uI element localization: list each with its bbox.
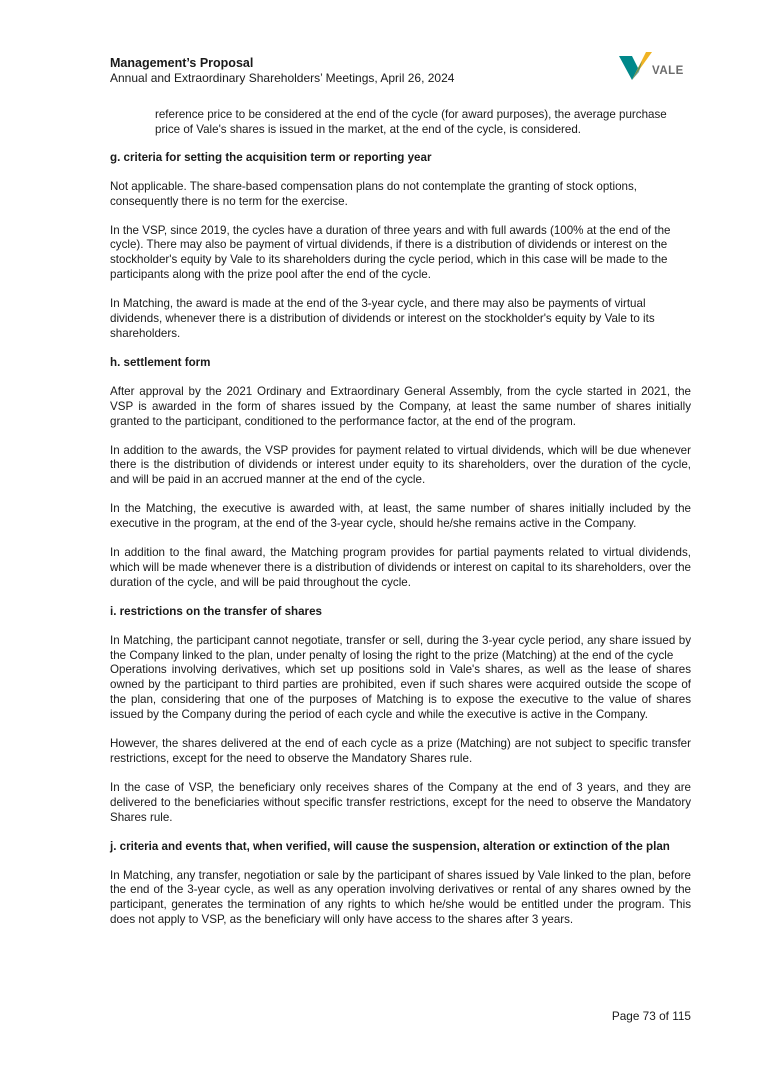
section-h-heading: h. settlement form: [110, 355, 211, 369]
reference-price-paragraph: reference price to be considered at the end of the cycle (for award purposes), the average purchase price of Vale's shares is issued in the market, at the end of the cycle, is considered.: [155, 108, 667, 136]
section-i-paragraph-3: However, the shares delivered at the end of each cycle as a prize (Matching) are not subject to specific transfer restrictions, except for the need to observe the Mandatory Shares rule.: [110, 737, 691, 765]
section-g-paragraph-2: In the VSP, since 2019, the cycles have a duration of three years and with full awards (100% at the end of the cycle). There may also be payment of virtual dividends, if there is a distribution of dividends or interest on the stockholder's equity by Vale to its shareholders during the cycle period, which in this case will be made to the participants along with the prize pool after the end of the cycle.: [110, 223, 671, 282]
section-i-paragraph-2: Operations involving derivatives, which set up positions sold in Vale's shares, as well as the lease of shares owned by the participant to third parties are prohibited, even if such shares were acquired outside the scope of the plan, considering that one of the purposes of Matching is to expose the executive to the value of shares issued by the Company during the period of each cycle and while the executive is active in the Company.: [110, 663, 691, 722]
header-title: Management’s Proposal: [110, 56, 254, 70]
page-content: [110, 108, 691, 928]
section-i-paragraph-1: In Matching, the participant cannot negotiate, transfer or sell, during the 3-year cycle period, any share issued by the Company linked to the plan, under penalty of losing the right to the prize (Matching) at the end of the cycle: [110, 633, 691, 662]
section-i-heading: i. restrictions on the transfer of shares: [110, 604, 322, 618]
section-h-paragraph-4: In addition to the final award, the Matching program provides for partial payments related to virtual dividends, which will be made whenever there is a distribution of dividends or interest on capital to its shareholders, over the duration of the cycle, and will be paid throughout the cycle.: [110, 546, 691, 589]
vale-logo: [619, 52, 689, 86]
logo-text: VALE: [652, 65, 684, 77]
section-h-paragraph-2: In addition to the awards, the VSP provides for payment related to virtual dividends, which will be due whenever there is the distribution of dividends or interest under equity to its shareholders, over the duration of the cycle, and will be paid in an accrued manner at the end of the cycle.: [110, 443, 691, 487]
section-h-paragraph-1: After approval by the 2021 Ordinary and Extraordinary General Assembly, from the cycle started in 2021, the VSP is awarded in the form of shares issued by the Company, at least the same number of shares initially granted to the participant, conditioned to the performance factor, at the end of the program.: [110, 384, 691, 428]
header-subtitle: Annual and Extraordinary Shareholders’ Meetings, April 26, 2024: [110, 71, 455, 85]
vale-v-logo-icon: [619, 52, 653, 82]
section-j-paragraph-1: In Matching, any transfer, negotiation or sale by the participant of shares issued by Vale linked to the plan, before the end of the 3-year cycle, as well as any operation involving derivatives or rental of any shares owned by the participant, generates the termination of any rights to which he/she would be entitled under the program. This does not apply to VSP, as the beneficiary will only have access to the shares after 3 years.: [110, 868, 691, 927]
page-header: [110, 56, 530, 86]
section-g-paragraph-1: Not applicable. The share-based compensation plans do not contemplate the granting of stock options, consequently there is no term for the exercise.: [110, 179, 637, 208]
section-j-heading: j. criteria and events that, when verified, will cause the suspension, alteration or extinction of the plan: [110, 839, 670, 853]
section-g-paragraph-3: In Matching, the award is made at the end of the 3-year cycle, and there may also be payments of virtual dividends, whenever there is a distribution of dividends or interest on the stockholder's equity by Vale to its shareholders.: [110, 297, 655, 340]
section-i-paragraph-4: In the case of VSP, the beneficiary only receives shares of the Company at the end of 3 years, and they are delivered to the beneficiaries without specific transfer restrictions, except for the need to observe the Mandatory Shares rule.: [110, 780, 691, 824]
page-number: Page 73 of 115: [611, 1009, 691, 1023]
section-h-paragraph-3: In the Matching, the executive is awarded with, at least, the same number of shares initially included by the executive in the program, at the end of the 3-year cycle, should he/she remains active in the Company.: [110, 502, 691, 531]
section-g-heading: g. criteria for setting the acquisition term or reporting year: [110, 150, 432, 164]
